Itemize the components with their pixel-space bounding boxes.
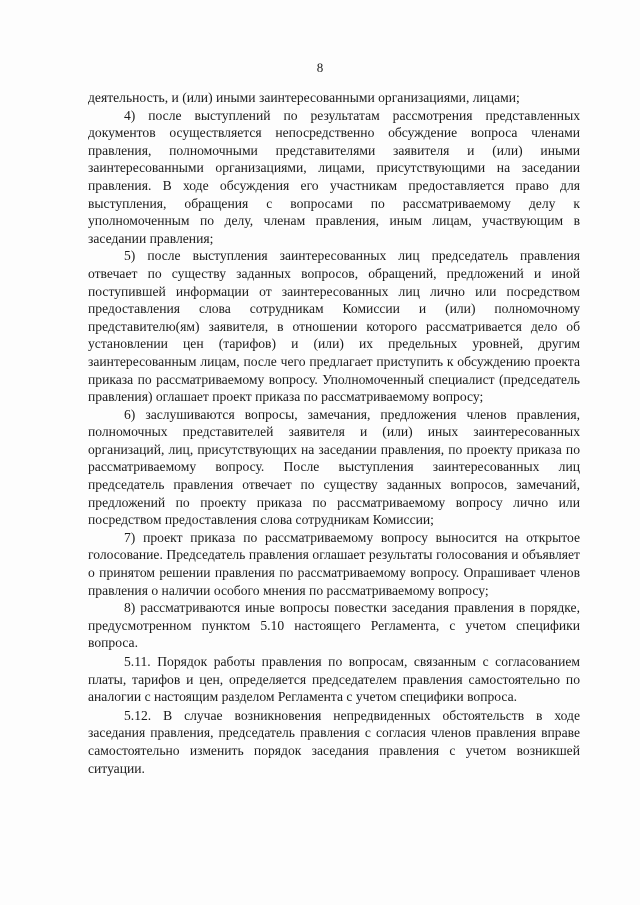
paragraph-item-5: 5) после выступления заинтересованных лиц председатель правления отвечает по существу заданных вопросов, обращений, предложений и иной поступившей информации от заинтересованных лиц лично или посредством предоставления слова сотрудникам Комиссии и (или) полномочному представителю(ям) заявителя, в отношении которого рассматривается дело об установлении цен (тарифов) и (или) их предельных уровней, другим заинтересованным лицам, после чего предлагает приступить к обсуждению проекта приказа по рассматриваемому вопросу. Уполномоченный специалист (председатель правления) оглашает проект приказа по рассматриваемому вопросу; (88, 248, 580, 405)
paragraph-item-7: 7) проект приказа по рассматриваемому вопросу выносится на открытое голосование. Председатель правления оглашает результаты голосования и объявляет о принятом решении правления по рассматриваемому вопросу. Опрашивает членов правления о наличии особого мнения по рассматриваемому вопросу; (88, 529, 580, 598)
paragraph-item-4: 4) после выступлений по результатам рассмотрения представленных документов осуществляется непосредственно обсуждение вопроса членами правления, полномочными представителями заявителя и (или) иными заинтересованными организациями, лицами, присутствующими на заседании правления. В ходе обсуждения его участникам предоставляется право для выступления, обращения с вопросами по рассматриваемому делу к уполномоченным по делу, членам правления, иным лицам, участвующим в заседании правления; (88, 107, 580, 246)
page-number: 8 (316, 60, 324, 75)
paragraph-continuation: деятельность, и (или) иными заинтересованными организациями, лицами; (88, 90, 520, 105)
document-body (88, 89, 580, 777)
paragraph-5-12: 5.12. В случае возникновения непредвиденных обстоятельств в ходе заседания правления, председатель правления с согласия членов правления вправе самостоятельно изменить порядок заседания правления с учетом возникшей ситуации. (88, 707, 580, 776)
paragraph-item-8: 8) рассматриваются иные вопросы повестки заседания правления в порядке, предусмотренном пунктом 5.10 настоящего Регламента, с учетом специфики вопроса. (88, 600, 580, 651)
paragraph-item-6: 6) заслушиваются вопросы, замечания, предложения членов правления, полномочных представителей заявителя и (или) иных заинтересованных организаций, лиц, присутствующих на заседании правления, по проекту приказа по рассматриваемому вопросу. После выступления заинтересованных лиц председатель правления отвечает по существу заданных вопросов, замечаний, предложений по проекту приказа по рассматриваемому вопросу лично или посредством предоставления слова сотрудникам Комиссии; (88, 406, 580, 528)
paragraph-5-11: 5.11. Порядок работы правления по вопросам, связанным с согласованием платы, тарифов и цен, определяется председателем правления самостоятельно по аналогии с настоящим разделом Регламента с учетом специфики вопроса. (88, 654, 580, 705)
